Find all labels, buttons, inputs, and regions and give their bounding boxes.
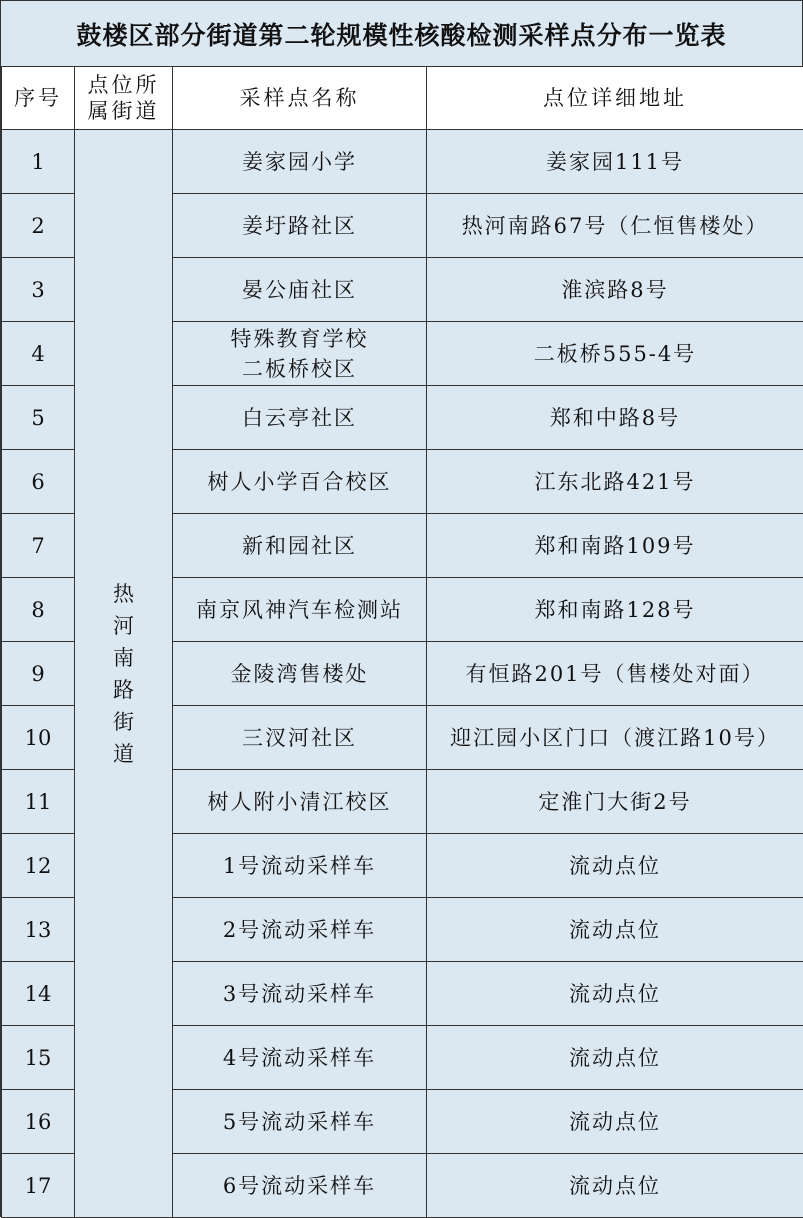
site-name: 3号流动采样车 bbox=[173, 962, 427, 1026]
site-address: 热河南路67号（仁恒售楼处） bbox=[427, 194, 803, 258]
row-number: 6 bbox=[2, 450, 75, 514]
site-name: 6号流动采样车 bbox=[173, 1154, 427, 1218]
site-name: 白云亭社区 bbox=[173, 386, 427, 450]
site-address: 淮滨路8号 bbox=[427, 258, 803, 322]
header-street: 点位所 属街道 bbox=[75, 67, 173, 130]
row-number: 4 bbox=[2, 322, 75, 386]
site-address: 流动点位 bbox=[427, 1154, 803, 1218]
street-name: 热河南路街道 bbox=[111, 578, 136, 770]
site-name: 树人附小清江校区 bbox=[173, 770, 427, 834]
row-number: 5 bbox=[2, 386, 75, 450]
site-name: 金陵湾售楼处 bbox=[173, 642, 427, 706]
row-number: 2 bbox=[2, 194, 75, 258]
row-number: 9 bbox=[2, 642, 75, 706]
site-name: 4号流动采样车 bbox=[173, 1026, 427, 1090]
header-name: 采样点名称 bbox=[173, 67, 427, 130]
site-address: 江东北路421号 bbox=[427, 450, 803, 514]
site-address: 定淮门大街2号 bbox=[427, 770, 803, 834]
row-number: 12 bbox=[2, 834, 75, 898]
site-address: 流动点位 bbox=[427, 834, 803, 898]
row-number: 10 bbox=[2, 706, 75, 770]
site-address: 郑和南路109号 bbox=[427, 514, 803, 578]
row-number: 17 bbox=[2, 1154, 75, 1218]
site-address: 郑和南路128号 bbox=[427, 578, 803, 642]
table-header-row bbox=[2, 67, 803, 130]
site-address: 流动点位 bbox=[427, 962, 803, 1026]
row-number: 11 bbox=[2, 770, 75, 834]
site-address: 流动点位 bbox=[427, 1090, 803, 1154]
site-name: 树人小学百合校区 bbox=[173, 450, 427, 514]
row-number: 13 bbox=[2, 898, 75, 962]
site-name: 三汊河社区 bbox=[173, 706, 427, 770]
row-number: 14 bbox=[2, 962, 75, 1026]
page-title: 鼓楼区部分街道第二轮规模性核酸检测采样点分布一览表 bbox=[1, 1, 802, 67]
header-address: 点位详细地址 bbox=[427, 67, 803, 130]
sampling-sites-table bbox=[1, 66, 803, 1218]
row-number: 8 bbox=[2, 578, 75, 642]
site-name: 姜家园小学 bbox=[173, 130, 427, 194]
site-name: 特殊教育学校 二板桥校区 bbox=[173, 322, 427, 386]
site-address: 有恒路201号（售楼处对面） bbox=[427, 642, 803, 706]
row-number: 1 bbox=[2, 130, 75, 194]
row-number: 16 bbox=[2, 1090, 75, 1154]
row-number: 15 bbox=[2, 1026, 75, 1090]
site-address: 流动点位 bbox=[427, 898, 803, 962]
site-name: 南京风神汽车检测站 bbox=[173, 578, 427, 642]
site-name: 新和园社区 bbox=[173, 514, 427, 578]
site-name: 2号流动采样车 bbox=[173, 898, 427, 962]
street-cell bbox=[75, 130, 173, 1218]
site-address: 郑和中路8号 bbox=[427, 386, 803, 450]
row-number: 7 bbox=[2, 514, 75, 578]
row-number: 3 bbox=[2, 258, 75, 322]
site-name: 晏公庙社区 bbox=[173, 258, 427, 322]
site-address: 二板桥555-4号 bbox=[427, 322, 803, 386]
header-no: 序号 bbox=[2, 67, 75, 130]
site-name: 5号流动采样车 bbox=[173, 1090, 427, 1154]
table-row bbox=[2, 130, 803, 194]
site-name: 1号流动采样车 bbox=[173, 834, 427, 898]
site-address: 姜家园111号 bbox=[427, 130, 803, 194]
site-name: 姜圩路社区 bbox=[173, 194, 427, 258]
site-address: 迎江园小区门口（渡江路10号） bbox=[427, 706, 803, 770]
site-address: 流动点位 bbox=[427, 1026, 803, 1090]
